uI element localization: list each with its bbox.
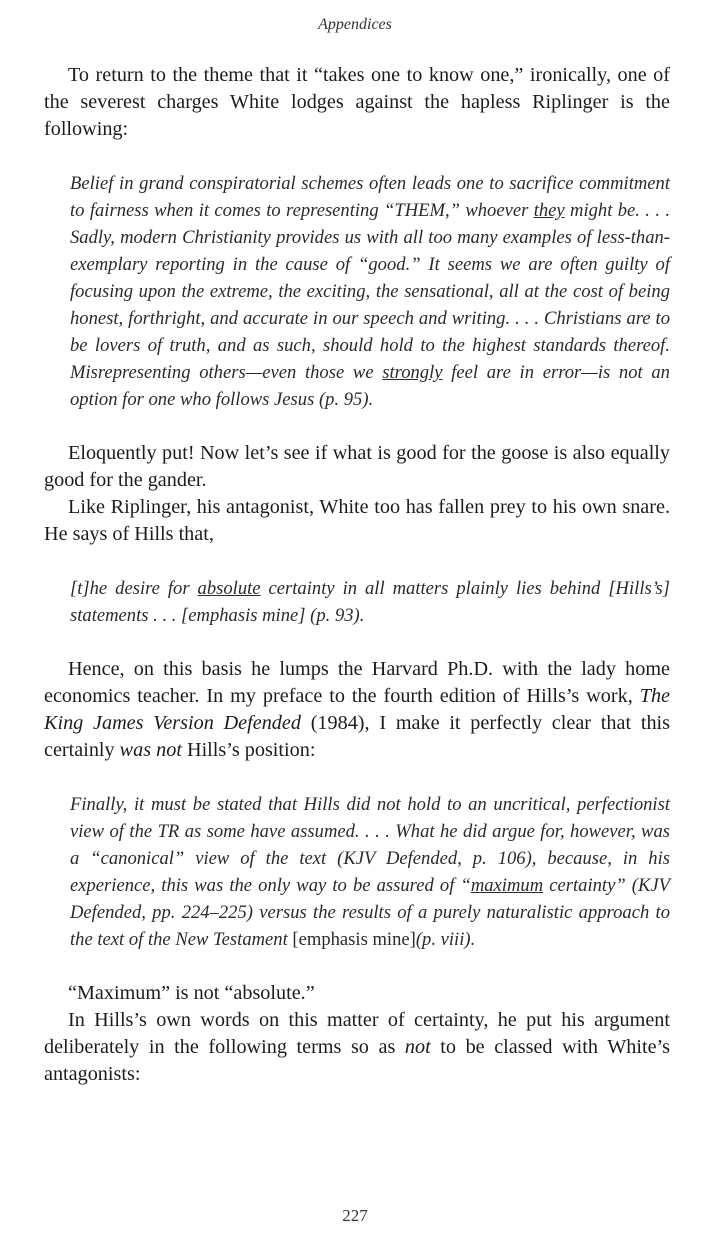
paragraph-2: Eloquently put! Now let’s see if what is good for the goose is also equally good for the gander.	[44, 442, 670, 491]
body-text: Hence, on this basis he lumps the Harvard Ph.D. with the lady home economics teacher. In my preface to the fourth edition of Hills’s work,	[44, 658, 670, 707]
body-text: In Hills’s own words on this matter of certainty, he put his argument deliberately in the following terms so as	[44, 1009, 670, 1058]
quote-text: (p. viii).	[415, 929, 476, 950]
paragraph-1: To return to the theme that it “takes one to know one,” ironically, one of the severest charges White lodges against the hapless Riplinger is the following:	[44, 64, 670, 140]
emphasis-note: [emphasis mine]	[292, 929, 416, 950]
book-title: The King James Version Defended	[44, 685, 670, 734]
paragraph-3: Like Riplinger, his antagonist, White too has fallen prey to his own snare. He says of Hills that,	[44, 496, 670, 545]
quote-text: feel are in error—is not an option for one who follows Jesus (p. 95).	[70, 362, 670, 410]
paragraph-4	[44, 656, 670, 764]
body-text: to be classed with White’s antagonists:	[44, 1036, 670, 1085]
emphasis: not	[404, 1036, 431, 1058]
page-body	[44, 62, 670, 1088]
block-quote-2	[44, 575, 670, 629]
underlined-word: strongly	[382, 362, 443, 383]
underlined-word: absolute	[197, 578, 261, 599]
page-number: 227	[342, 1206, 368, 1225]
running-head: Appendices	[318, 16, 392, 33]
block-quote-1	[44, 170, 670, 413]
quote-text: Belief in grand conspiratorial schemes often leads one to sacrifice commitment to fairness when it comes to representing “THEM,” whoever	[70, 173, 670, 221]
underlined-word: maximum	[470, 875, 544, 896]
paragraph-5: “Maximum” is not “absolute.”	[68, 982, 315, 1004]
block-quote-3	[44, 791, 670, 953]
emphasis: was not	[119, 739, 182, 761]
quote-text: certainty in all matters plainly lies behind [Hills’s] statements . . . [emphasis mine] (p. 93).	[70, 578, 670, 626]
quote-text: certainty” (KJV Defended, pp. 224–225) versus the results of a purely naturalistic approach to the text of the New Testament	[70, 875, 670, 950]
quote-text: might be. . . . Sadly, modern Christianity provides us with all too many examples of less-than-exemplary reporting in the cause of “good.” It seems we are often guilty of focusing upon the extreme, the exciting, the sensational, all at the cost of being honest, forthright, and accurate in our speech and writing. . . . Christians are to be lovers of truth, and as such, should hold to the highest standards thereof. Misrepresenting others—even those we	[70, 200, 670, 383]
body-text: Hills’s position:	[181, 739, 316, 761]
paragraph-6	[44, 1007, 670, 1088]
quote-text: [t]he desire for	[70, 578, 198, 599]
body-text: (1984), I make it perfectly clear that this certainly	[44, 712, 671, 761]
underlined-word: they	[533, 200, 565, 221]
quote-text: Finally, it must be stated that Hills did not hold to an uncritical, perfectionist view of the TR as some have assumed. . . . What he did argue for, however, was a “canonical” view of the text (KJV Defended, p. 106), because, in his experience, this was the only way to be assured of “	[70, 794, 670, 896]
